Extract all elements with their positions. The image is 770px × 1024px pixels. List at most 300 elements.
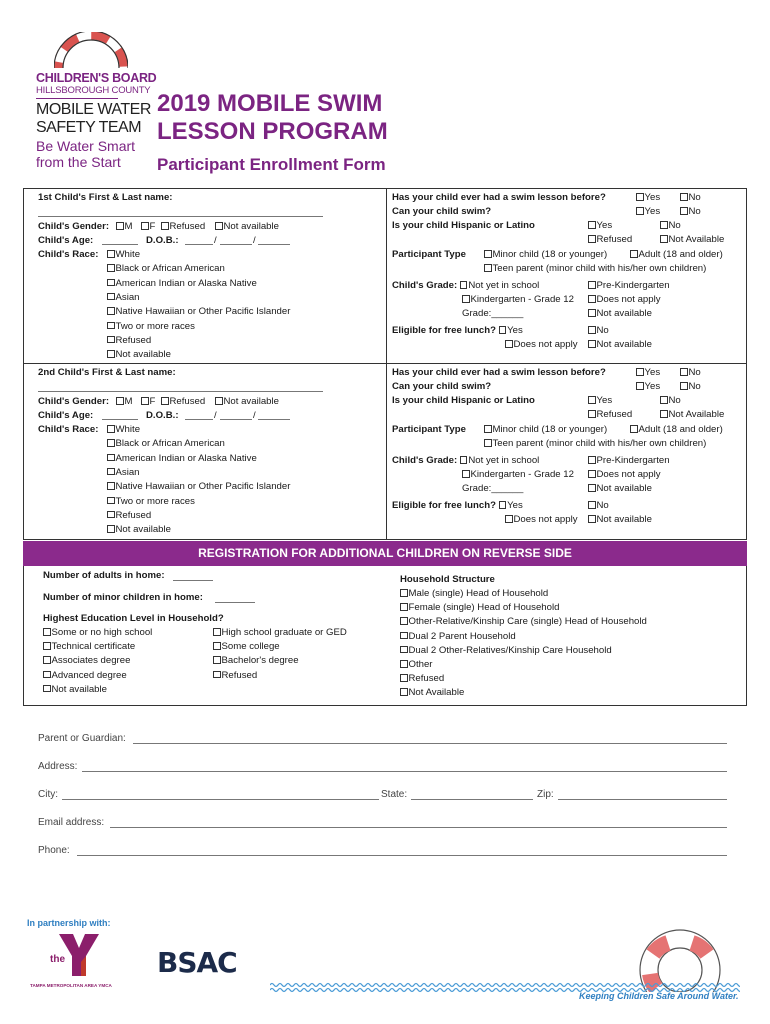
child2-lunch-label: Eligible for free lunch? xyxy=(392,500,496,511)
page-subtitle: Participant Enrollment Form xyxy=(157,155,386,174)
child1-race-option-5-label: Two or more races xyxy=(115,320,195,332)
child1-can-swim-no[interactable] xyxy=(680,205,701,219)
child1-swim-lesson-question: Has your child ever had a swim lesson before? xyxy=(392,192,606,203)
child2-grade-prek-checkbox[interactable] xyxy=(588,456,596,464)
child2-gender-not-available-label: Not available xyxy=(223,396,279,407)
child2-can-swim-question: Can your child swim? xyxy=(392,381,492,392)
minors-field[interactable] xyxy=(215,602,255,603)
child1-grade-does-not-apply-label: Does not apply xyxy=(596,294,661,305)
state-label: State: xyxy=(381,789,408,800)
household-structure-option-label: Dual 2 Other-Relatives/Kinship Care Household xyxy=(408,644,612,656)
household-structure-option-checkbox[interactable] xyxy=(400,674,408,682)
child1-hispanic-refused[interactable] xyxy=(588,233,632,247)
child1-lunch-no[interactable] xyxy=(588,324,609,338)
household-structure-option-label: Not Available xyxy=(408,687,465,699)
child2-swim-lesson-no-checkbox[interactable] xyxy=(680,368,688,376)
child1-grade-not-available-label: Not available xyxy=(596,308,652,319)
child2-can-swim-no-checkbox[interactable] xyxy=(680,382,688,390)
child2-can-swim-no[interactable] xyxy=(680,380,701,394)
child2-participant-minor-label: Minor child (18 or younger) xyxy=(492,424,608,435)
ymca-name: TAMPA METROPOLITAN AREA YMCA xyxy=(30,983,112,988)
adults-field[interactable] xyxy=(173,580,213,581)
child2-race-option-6-checkbox[interactable] xyxy=(107,511,115,519)
child2-swim-lesson-yes[interactable] xyxy=(636,366,660,380)
education-option-checkbox[interactable] xyxy=(213,628,221,636)
education-option-label: High school graduate or GED xyxy=(221,627,347,638)
child2-hispanic-yes-checkbox[interactable] xyxy=(588,396,596,404)
child1-gender-refused-label: Refused xyxy=(169,221,206,232)
child1-dob-sep2: / xyxy=(253,235,256,246)
child1-hispanic-not-available-checkbox[interactable] xyxy=(660,235,668,243)
child1-hispanic-yes[interactable] xyxy=(588,219,612,233)
child2-can-swim-no-label: No xyxy=(688,381,701,392)
education-option-checkbox[interactable] xyxy=(43,656,51,664)
phone-field[interactable] xyxy=(77,855,727,856)
child2-race-option-5-label: Two or more races xyxy=(115,495,195,507)
child1-race-option-3[interactable] xyxy=(107,291,140,305)
education-option[interactable] xyxy=(43,683,152,697)
child2-gender-refused-checkbox[interactable] xyxy=(161,397,169,405)
household-structure-option-label: Female (single) Head of Household xyxy=(408,602,560,614)
address-label: Address: xyxy=(38,761,78,772)
child1-gender-not-available-label: Not available xyxy=(223,221,279,232)
child1-race-option-6[interactable] xyxy=(107,334,151,348)
child1-age-label: Child's Age: xyxy=(38,235,94,246)
child1-swim-lesson-no-label: No xyxy=(688,192,701,203)
ymca-the: the xyxy=(50,954,65,965)
child1-swim-lesson-yes-checkbox[interactable] xyxy=(636,193,644,201)
child2-gender-f[interactable] xyxy=(141,395,155,409)
guardian-label: Parent or Guardian: xyxy=(38,733,126,744)
child1-grade-not-available-checkbox[interactable] xyxy=(588,309,596,317)
child1-race-option-5[interactable] xyxy=(107,320,195,334)
child1-swim-lesson-yes[interactable] xyxy=(636,191,660,205)
child2-gender-m-checkbox[interactable] xyxy=(116,397,124,405)
child1-participant-adult-label: Adult (18 and older) xyxy=(638,249,723,260)
child1-participant-adult-checkbox[interactable] xyxy=(630,250,638,258)
child1-dob-label: D.O.B.: xyxy=(146,235,179,246)
child1-hispanic-refused-label: Refused xyxy=(596,234,633,245)
ymca-logo xyxy=(30,932,125,994)
child2-grade-blank: Grade:______ xyxy=(462,483,524,494)
child2-gender-f-label: F xyxy=(149,396,156,407)
child2-grade-k12-label: Kindergarten - Grade 12 xyxy=(470,469,574,480)
child2-lunch-row xyxy=(392,499,523,513)
child2-lunch-no-label: No xyxy=(596,500,609,511)
child2-hispanic-refused-checkbox[interactable] xyxy=(588,410,596,418)
child1-grade-k12-label: Kindergarten - Grade 12 xyxy=(470,294,574,305)
child2-dob-month-field[interactable] xyxy=(185,419,213,420)
child2-hispanic-question: Is your child Hispanic or Latino xyxy=(392,395,535,406)
child2-hispanic-no[interactable] xyxy=(660,394,681,408)
child2-lunch-not-available-label: Not available xyxy=(596,514,652,525)
child1-hispanic-no-label: No xyxy=(668,220,681,231)
child2-race-option-4-checkbox[interactable] xyxy=(107,482,115,490)
child2-race-option-0-checkbox[interactable] xyxy=(107,425,115,433)
child2-hispanic-yes[interactable] xyxy=(588,394,612,408)
education-option-checkbox[interactable] xyxy=(43,671,51,679)
child2-gender-m-label: M xyxy=(124,396,133,407)
state-field[interactable] xyxy=(411,799,533,800)
adults-label: Number of adults in home: xyxy=(43,570,165,581)
child1-race-option-0-checkbox[interactable] xyxy=(107,250,115,258)
child2-lunch-no[interactable] xyxy=(588,499,609,513)
child1-race-option-7-checkbox[interactable] xyxy=(107,350,115,358)
child1-name-field[interactable] xyxy=(38,216,323,217)
child2-race-option-7-checkbox[interactable] xyxy=(107,525,115,533)
child2-can-swim-yes-label: Yes xyxy=(644,381,661,392)
household-structure-option[interactable] xyxy=(400,615,647,629)
child2-participant-minor-checkbox[interactable] xyxy=(484,425,492,433)
household-structure-option-checkbox[interactable] xyxy=(400,660,408,668)
child2-race-option-5[interactable] xyxy=(107,495,195,509)
child1-lunch-label: Eligible for free lunch? xyxy=(392,325,496,336)
zip-field[interactable] xyxy=(558,799,727,800)
education-option-label: Bachelor's degree xyxy=(221,655,299,667)
education-option-checkbox[interactable] xyxy=(43,685,51,693)
child1-race-option-2-label: American Indian or Alaska Native xyxy=(115,277,257,289)
child1-grade-blank: Grade:______ xyxy=(462,308,524,319)
education-label: Highest Education Level in Household? xyxy=(43,613,224,624)
child1-participant-teen-label: Teen parent (minor child with his/her own children) xyxy=(492,263,707,274)
child2-age-label: Child's Age: xyxy=(38,410,94,421)
child2-can-swim-yes-checkbox[interactable] xyxy=(636,382,644,390)
logo-mobile-water: MOBILE WATER xyxy=(36,101,151,118)
child2-lunch-not-available-checkbox[interactable] xyxy=(588,515,596,523)
education-option-checkbox[interactable] xyxy=(213,642,221,650)
child2-swim-lesson-yes-label: Yes xyxy=(644,367,661,378)
child2-gender-not-available[interactable] xyxy=(215,395,279,409)
child1-gender-m-label: M xyxy=(124,221,133,232)
phone-label: Phone: xyxy=(38,845,70,856)
child1-grade-k12[interactable] xyxy=(462,293,574,307)
child1-race-option-1-label: Black or African American xyxy=(115,263,225,275)
child2-grade-not-school-checkbox[interactable] xyxy=(460,456,468,464)
education-option-checkbox[interactable] xyxy=(213,656,221,664)
child2-dob-sep1: / xyxy=(214,410,217,421)
minors-label: Number of minor children in home: xyxy=(43,592,203,603)
address-field[interactable] xyxy=(82,771,727,772)
page-title-line1: 2019 MOBILE SWIM xyxy=(157,90,383,117)
child2-dob-label: D.O.B.: xyxy=(146,410,179,421)
city-label: City: xyxy=(38,789,58,800)
child1-gender-refused[interactable] xyxy=(161,220,205,234)
child2-race-option-7-label: Not available xyxy=(115,524,171,536)
child1-race-option-0[interactable] xyxy=(107,248,140,262)
child1-can-swim-yes-checkbox[interactable] xyxy=(636,207,644,215)
education-options-col1 xyxy=(43,626,152,697)
child1-name-label: 1st Child's First & Last name: xyxy=(38,192,173,203)
education-option-label: Associates degree xyxy=(51,655,131,667)
child1-grade-prek-checkbox[interactable] xyxy=(588,281,596,289)
child1-race-option-3-checkbox[interactable] xyxy=(107,293,115,301)
child2-grade-prek-label: Pre-Kindergarten xyxy=(596,455,670,466)
child2-race-option-1-checkbox[interactable] xyxy=(107,439,115,447)
child2-gender-m[interactable] xyxy=(116,395,133,409)
household-structure-option[interactable] xyxy=(400,658,647,672)
child2-grade-prek[interactable] xyxy=(588,454,670,468)
zip-label: Zip: xyxy=(537,789,554,800)
household-structure-option-label: Other xyxy=(408,659,433,671)
child1-race-option-0-label: White xyxy=(115,249,141,260)
child1-grade-row xyxy=(392,279,539,293)
child2-race-option-6[interactable] xyxy=(107,509,151,523)
child2-participant-teen[interactable] xyxy=(484,437,706,451)
child1-race-option-2[interactable] xyxy=(107,277,257,291)
child2-race-option-1[interactable] xyxy=(107,437,225,451)
education-option[interactable] xyxy=(43,669,152,683)
child2-participant-minor[interactable] xyxy=(484,423,607,437)
child2-lunch-no-checkbox[interactable] xyxy=(588,501,596,509)
child1-lunch-no-checkbox[interactable] xyxy=(588,326,596,334)
education-option[interactable] xyxy=(213,626,347,640)
logo-county: HILLSBOROUGH COUNTY xyxy=(36,85,151,96)
education-option-label: Some college xyxy=(221,641,280,653)
child1-race-label: Child's Race: xyxy=(38,249,99,260)
child2-gender-label: Child's Gender: xyxy=(38,396,110,407)
city-field[interactable] xyxy=(62,799,379,800)
education-option[interactable] xyxy=(213,640,347,654)
child1-gender-refused-checkbox[interactable] xyxy=(161,222,169,230)
child2-grade-not-available[interactable] xyxy=(588,482,652,496)
child2-swim-lesson-no[interactable] xyxy=(680,366,701,380)
child1-hispanic-refused-checkbox[interactable] xyxy=(588,235,596,243)
child1-lunch-not-available-checkbox[interactable] xyxy=(588,340,596,348)
child1-gender-m-checkbox[interactable] xyxy=(116,222,124,230)
household-structure-option-checkbox[interactable] xyxy=(400,603,408,611)
household-structure-option[interactable] xyxy=(400,630,647,644)
bsac-logo: BSAC xyxy=(157,946,237,979)
child1-race-option-4-label: Native Hawaiian or Other Pacific Islander xyxy=(115,306,291,318)
household-structure-option-checkbox[interactable] xyxy=(400,589,408,597)
child1-gender-m[interactable] xyxy=(116,220,133,234)
child1-grade-prek-label: Pre-Kindergarten xyxy=(596,280,670,291)
child2-grade-does-not-apply-label: Does not apply xyxy=(596,469,661,480)
child1-dob-sep1: / xyxy=(214,235,217,246)
child1-participant-adult[interactable] xyxy=(630,248,723,262)
child1-race-option-1[interactable] xyxy=(107,262,225,276)
child2-grade-not-available-label: Not available xyxy=(596,483,652,494)
child1-race-option-2-checkbox[interactable] xyxy=(107,279,115,287)
child-1-block xyxy=(0,190,770,362)
child1-grade-not-school-label: Not yet in school xyxy=(468,280,540,291)
child1-can-swim-yes[interactable] xyxy=(636,205,660,219)
child-2-block xyxy=(0,365,770,537)
child1-lunch-row xyxy=(392,324,523,338)
child1-dob-day-field[interactable] xyxy=(220,244,252,245)
child2-hispanic-no-label: No xyxy=(668,395,681,406)
education-option-checkbox[interactable] xyxy=(43,642,51,650)
child1-swim-lesson-no-checkbox[interactable] xyxy=(680,193,688,201)
household-structure-option[interactable] xyxy=(400,601,647,615)
education-option[interactable] xyxy=(43,626,152,640)
child2-swim-lesson-yes-checkbox[interactable] xyxy=(636,368,644,376)
education-option-label: Not available xyxy=(51,683,107,695)
child2-race-option-3-checkbox[interactable] xyxy=(107,468,115,476)
child1-can-swim-question: Can your child swim? xyxy=(392,206,492,217)
child1-race-option-5-checkbox[interactable] xyxy=(107,322,115,330)
child1-hispanic-no[interactable] xyxy=(660,219,681,233)
child1-race-option-7[interactable] xyxy=(107,348,171,362)
household-structure-option[interactable] xyxy=(400,672,647,686)
logo-safety-team: SAFETY TEAM xyxy=(36,119,142,136)
email-label: Email address: xyxy=(38,817,105,828)
child2-age-field[interactable] xyxy=(102,419,138,420)
child2-race-option-2-label: American Indian or Alaska Native xyxy=(115,452,257,464)
child2-race-option-7[interactable] xyxy=(107,523,171,537)
child2-dob-year-field[interactable] xyxy=(258,419,290,420)
child1-lunch-does-not-apply-checkbox[interactable] xyxy=(505,340,513,348)
child1-race-option-7-label: Not available xyxy=(115,349,171,361)
child2-grade-not-available-checkbox[interactable] xyxy=(588,484,596,492)
household-structure-option-label: Other-Relative/Kinship Care (single) Head of Household xyxy=(408,616,647,628)
child1-lunch-not-available-label: Not available xyxy=(596,339,652,350)
child2-hispanic-refused[interactable] xyxy=(588,408,632,422)
child1-grade-label: Child's Grade: xyxy=(392,280,458,291)
child1-swim-lesson-no[interactable] xyxy=(680,191,701,205)
child1-hispanic-yes-checkbox[interactable] xyxy=(588,221,596,229)
child1-gender-not-available-checkbox[interactable] xyxy=(215,222,223,230)
child2-lunch-does-not-apply-checkbox[interactable] xyxy=(505,515,513,523)
page-title-line2: LESSON PROGRAM xyxy=(157,118,388,145)
child1-grade-prek[interactable] xyxy=(588,279,670,293)
child1-age-field[interactable] xyxy=(102,244,138,245)
child2-race-option-5-checkbox[interactable] xyxy=(107,497,115,505)
child1-race-option-3-label: Asian xyxy=(115,291,140,303)
education-option[interactable] xyxy=(213,669,347,683)
child2-race-option-1-label: Black or African American xyxy=(115,438,225,450)
child1-grade-does-not-apply-checkbox[interactable] xyxy=(588,295,596,303)
household-structure-label: Household Structure xyxy=(400,574,495,585)
email-field[interactable] xyxy=(110,827,727,828)
child1-grade-k12-checkbox[interactable] xyxy=(462,295,470,303)
logo-be-water-smart: Be Water Smart xyxy=(36,138,136,154)
education-option[interactable] xyxy=(213,654,347,668)
child2-hispanic-not-available-checkbox[interactable] xyxy=(660,410,668,418)
child1-grade-not-available[interactable] xyxy=(588,307,652,321)
household-structure-option-checkbox[interactable] xyxy=(400,617,408,625)
household-structure-option[interactable] xyxy=(400,587,647,601)
child2-swim-lesson-no-label: No xyxy=(688,367,701,378)
child1-can-swim-yes-label: Yes xyxy=(644,206,661,217)
household-structure-option-checkbox[interactable] xyxy=(400,632,408,640)
child1-race-option-6-label: Refused xyxy=(115,334,152,346)
child2-race-option-3[interactable] xyxy=(107,466,140,480)
child2-dob-day-field[interactable] xyxy=(220,419,252,420)
child2-grade-does-not-apply-checkbox[interactable] xyxy=(588,470,596,478)
child2-grade-label: Child's Grade: xyxy=(392,455,458,466)
child1-dob-month-field[interactable] xyxy=(185,244,213,245)
child1-lunch-yes-checkbox[interactable] xyxy=(499,326,507,334)
child1-participant-minor[interactable] xyxy=(484,248,607,262)
child1-gender-f-label: F xyxy=(149,221,156,232)
guardian-field[interactable] xyxy=(133,743,727,744)
child1-race-option-4[interactable] xyxy=(107,305,290,319)
child1-race-option-6-checkbox[interactable] xyxy=(107,336,115,344)
child2-lunch-yes-label: Yes xyxy=(507,500,523,511)
child2-grade-does-not-apply[interactable] xyxy=(588,468,661,482)
child1-dob-year-field[interactable] xyxy=(258,244,290,245)
child1-can-swim-no-checkbox[interactable] xyxy=(680,207,688,215)
child2-participant-teen-checkbox[interactable] xyxy=(484,439,492,447)
child1-grade-not-school-checkbox[interactable] xyxy=(460,281,468,289)
child1-participant-teen-checkbox[interactable] xyxy=(484,264,492,272)
child1-participant-minor-checkbox[interactable] xyxy=(484,250,492,258)
child2-participant-adult-checkbox[interactable] xyxy=(630,425,638,433)
child2-name-field[interactable] xyxy=(38,391,323,392)
household-structure-option-label: Dual 2 Parent Household xyxy=(408,630,516,642)
household-structure-option-label: Refused xyxy=(408,673,445,685)
education-option[interactable] xyxy=(43,654,152,668)
partnership-label: In partnership with: xyxy=(27,918,111,928)
child2-grade-k12-checkbox[interactable] xyxy=(462,470,470,478)
education-option[interactable] xyxy=(43,640,152,654)
household-structure-options xyxy=(400,587,647,701)
child1-race-option-4-checkbox[interactable] xyxy=(107,307,115,315)
child1-gender-f-checkbox[interactable] xyxy=(141,222,149,230)
child2-race-option-2-checkbox[interactable] xyxy=(107,454,115,462)
child2-participant-type-label: Participant Type xyxy=(392,424,466,435)
child2-race-option-0-label: White xyxy=(115,424,141,435)
child2-can-swim-yes[interactable] xyxy=(636,380,660,394)
child2-gender-f-checkbox[interactable] xyxy=(141,397,149,405)
child2-lunch-does-not-apply[interactable] xyxy=(505,513,578,527)
education-option-label: Some or no high school xyxy=(51,627,153,638)
child2-race-option-4[interactable] xyxy=(107,480,290,494)
education-option-checkbox[interactable] xyxy=(43,628,51,636)
logo-from-the-start: from the Start xyxy=(36,154,121,170)
child2-hispanic-not-available[interactable] xyxy=(660,408,724,422)
child1-lunch-not-available[interactable] xyxy=(588,338,652,352)
child1-lunch-does-not-apply[interactable] xyxy=(505,338,578,352)
child1-hispanic-yes-label: Yes xyxy=(596,220,613,231)
child2-participant-adult[interactable] xyxy=(630,423,723,437)
child1-race-option-1-checkbox[interactable] xyxy=(107,264,115,272)
child2-race-option-2[interactable] xyxy=(107,452,257,466)
child1-gender-not-available[interactable] xyxy=(215,220,279,234)
childrens-board-logo xyxy=(36,30,157,175)
household-structure-option[interactable] xyxy=(400,686,647,700)
child2-grade-k12[interactable] xyxy=(462,468,574,482)
child2-race-option-0[interactable] xyxy=(107,423,140,437)
child2-gender-refused[interactable] xyxy=(161,395,205,409)
child2-hispanic-no-checkbox[interactable] xyxy=(660,396,668,404)
child2-race-label: Child's Race: xyxy=(38,424,99,435)
child2-gender-not-available-checkbox[interactable] xyxy=(215,397,223,405)
child2-lunch-yes-checkbox[interactable] xyxy=(499,501,507,509)
household-structure-option-checkbox[interactable] xyxy=(400,688,408,696)
logo-divider xyxy=(36,98,118,99)
child1-grade-does-not-apply[interactable] xyxy=(588,293,661,307)
child2-lunch-not-available[interactable] xyxy=(588,513,652,527)
child2-hispanic-not-available-label: Not Available xyxy=(668,409,725,420)
child1-lunch-no-label: No xyxy=(596,325,609,336)
household-structure-option[interactable] xyxy=(400,644,647,658)
education-option-checkbox[interactable] xyxy=(213,671,221,679)
child1-gender-f[interactable] xyxy=(141,220,155,234)
child1-hispanic-no-checkbox[interactable] xyxy=(660,221,668,229)
child2-participant-teen-label: Teen parent (minor child with his/her own children) xyxy=(492,438,707,449)
child1-hispanic-question: Is your child Hispanic or Latino xyxy=(392,220,535,231)
child2-race-option-4-label: Native Hawaiian or Other Pacific Islander xyxy=(115,481,291,493)
education-options-col2 xyxy=(213,626,347,683)
child2-grade-row xyxy=(392,454,539,468)
household-structure-option-checkbox[interactable] xyxy=(400,646,408,654)
child2-hispanic-yes-label: Yes xyxy=(596,395,613,406)
child1-hispanic-not-available[interactable] xyxy=(660,233,724,247)
child1-can-swim-no-label: No xyxy=(688,206,701,217)
child1-participant-teen[interactable] xyxy=(484,262,706,276)
